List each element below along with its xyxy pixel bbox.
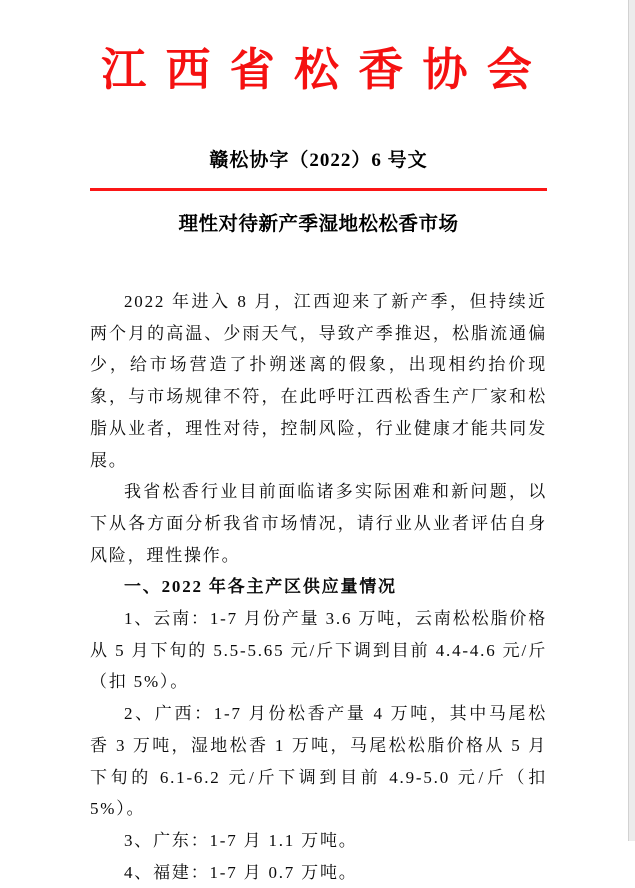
document-body [90,286,547,888]
list-item-guangdong: 3、广东：1-7 月 1.1 万吨。 [124,830,358,850]
paragraph-overview: 我省松香行业目前面临诸多实际困难和新问题，以下从各方面分析我省市场情况，请行业从业者评估自身风险，理性操作。 [90,482,547,565]
page-edge-strip [628,0,635,841]
letterhead-red-rule [90,188,547,191]
document-subject-title: 理性对待新产季湿地松松香市场 [178,214,459,235]
list-item-yunnan: 1、云南：1-7 月份产量 3.6 万吨，云南松松脂价格从 5 月下旬的 5.5-5.65 元/斤下调到目前 4.4-4.6 元/斤（扣 5%）。 [90,609,547,692]
doc-number: 赣松协字（2022）6 号文 [209,150,428,171]
list-item-guangxi: 2、广西：1-7 月份松香产量 4 万吨，其中马尾松香 3 万吨，湿地松香 1 万吨，马尾松松脂价格从 5 月下旬的 6.1-6.2 元/斤下调到目前 4.9-5.0 元/斤（扣 5%）。 [90,704,547,819]
paragraph-intro: 2022 年进入 8 月，江西迎来了新产季，但持续近两个月的高温、少雨天气，导致产季推迟，松脂流通偏少，给市场营造了扑朔迷离的假象，出现相约抬价现象，与市场规律不符，在此呼吁江西松香生产厂家和松脂从业者，理性对待，控制风险，行业健康才能共同发展。 [90,292,547,470]
letterhead-association-title: 江 西 省 松 香 协 会 [101,45,536,95]
list-item-fujian: 4、福建：1-7 月 0.7 万吨。 [124,862,358,882]
section-heading-supply-volumes: 一、2022 年各主产区供应量情况 [124,577,397,597]
